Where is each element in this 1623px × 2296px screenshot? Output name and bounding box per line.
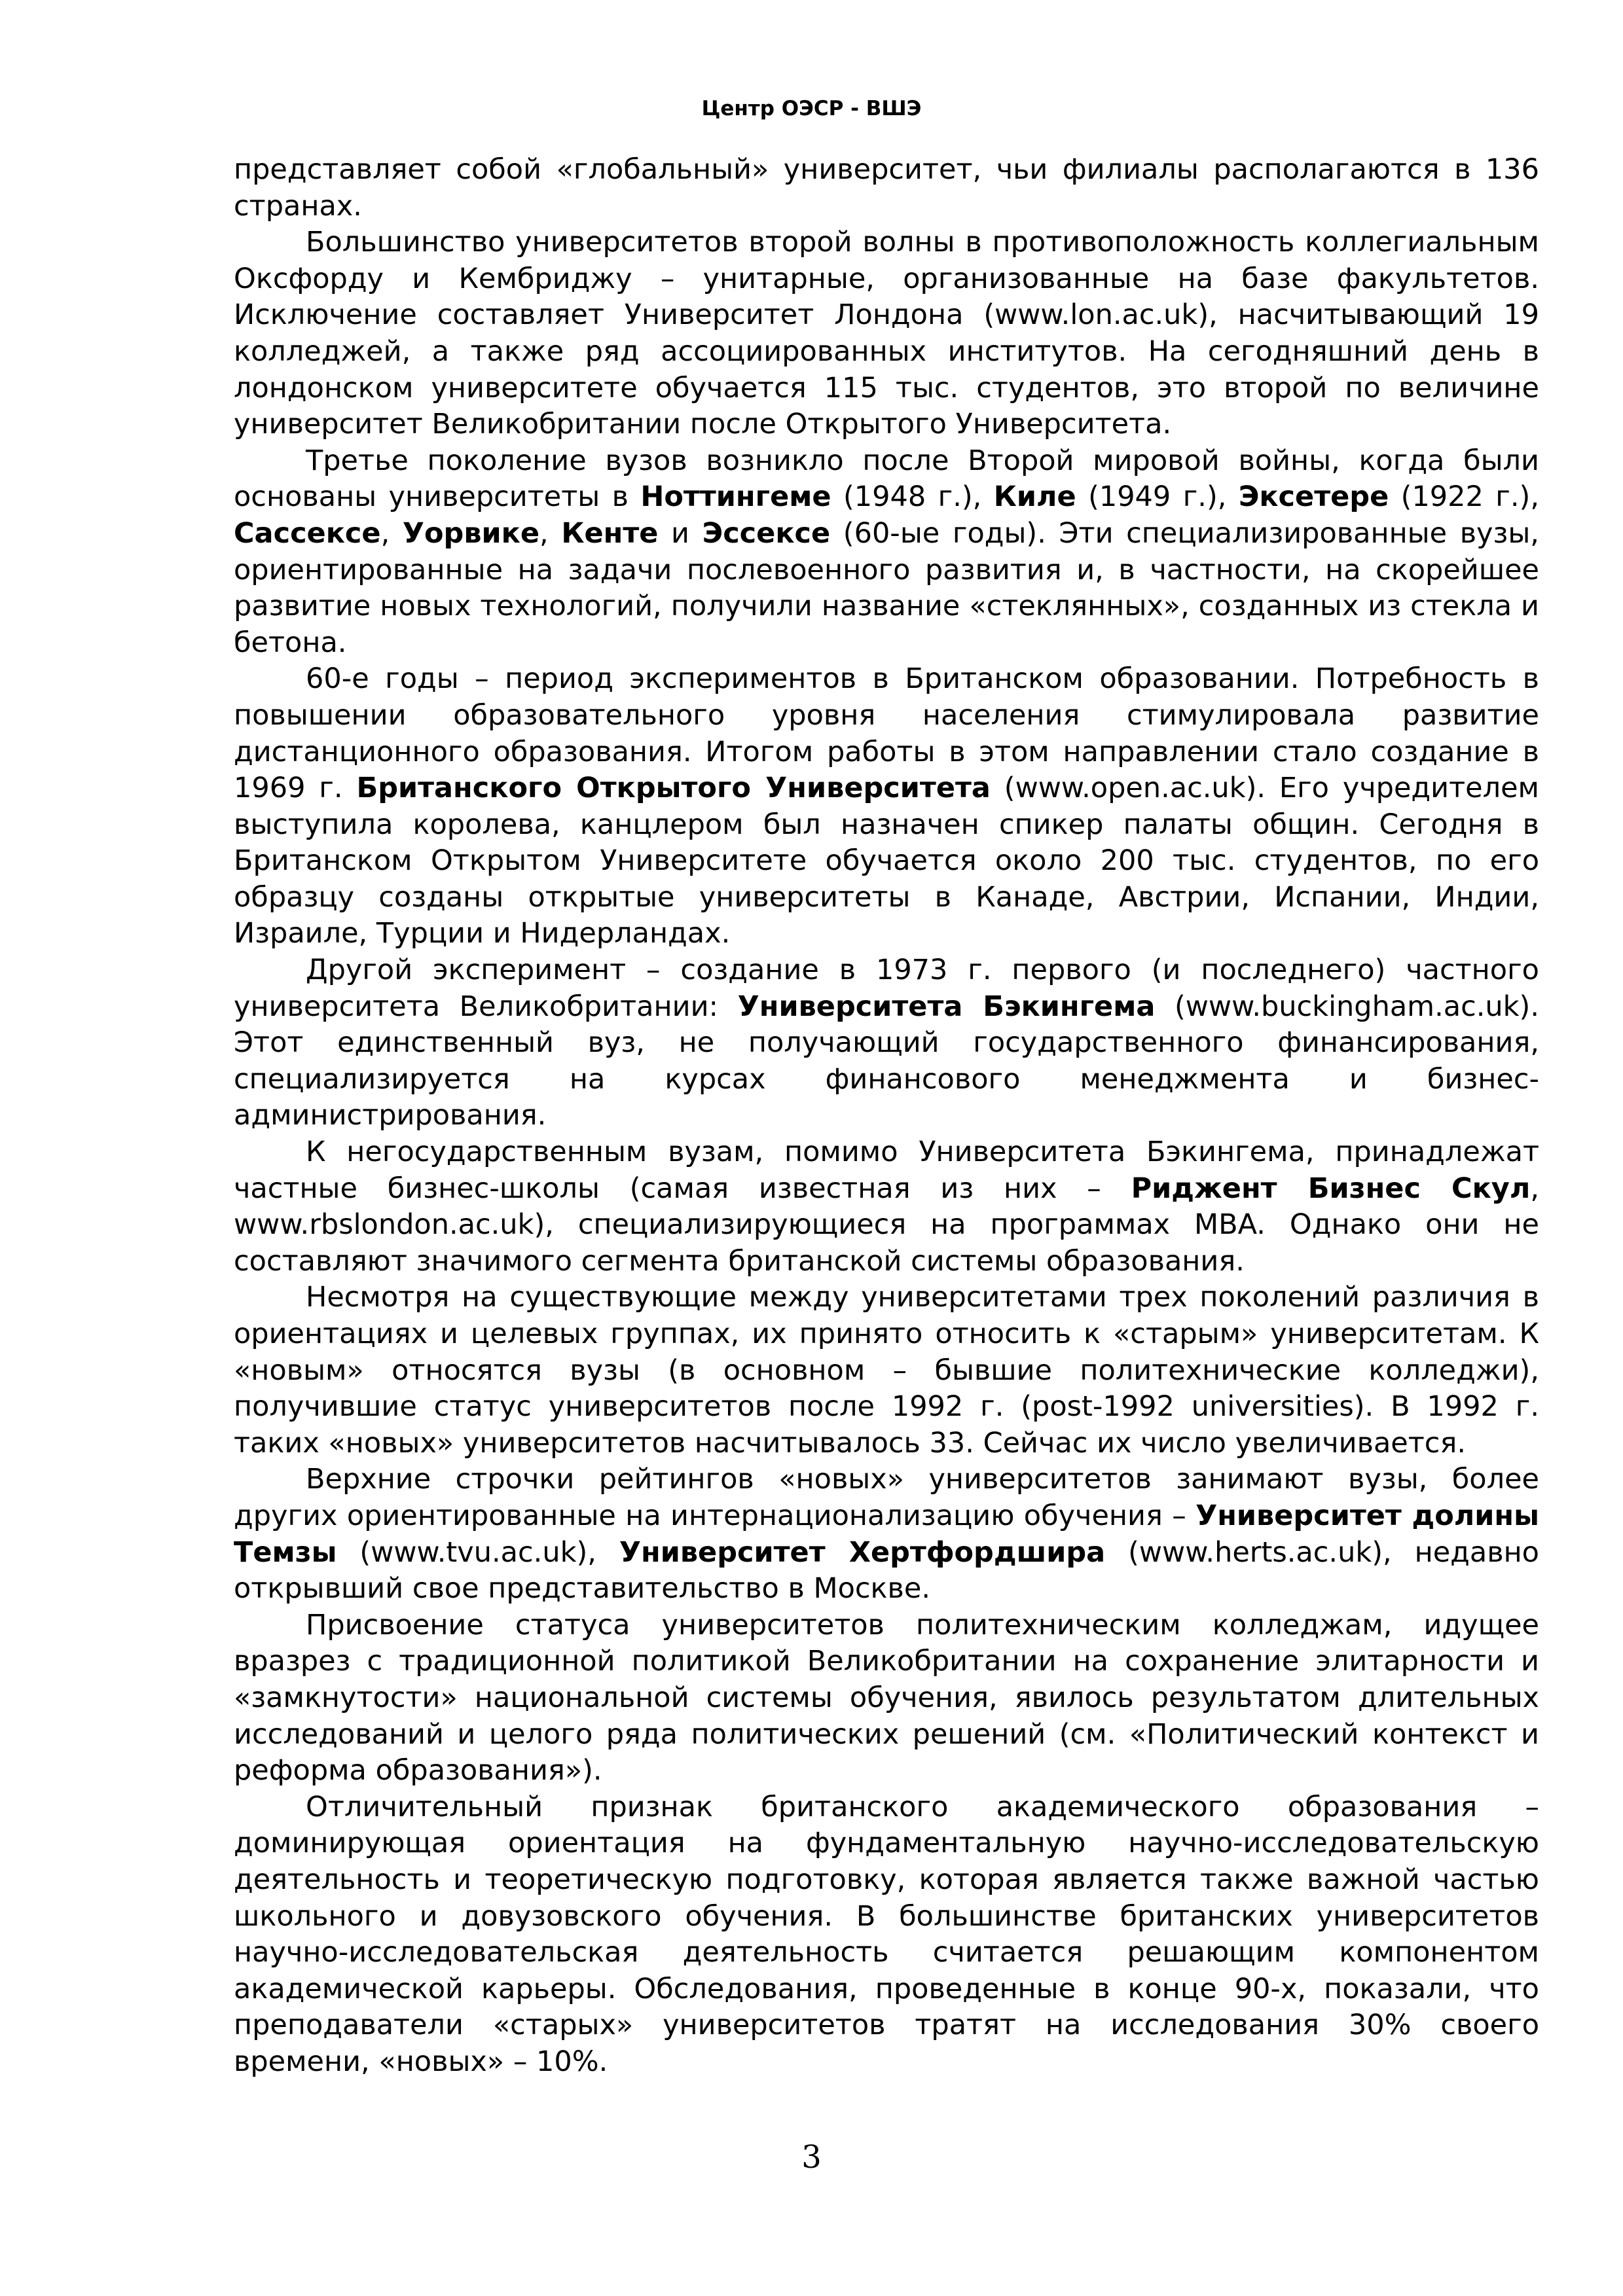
- text-run: ,: [539, 516, 562, 550]
- text-run: (1922 г.),: [1389, 480, 1539, 514]
- text-run: , www.rbslondon.ac.uk), специализирующиеся на программах MBA. Однако они не составляют значимого сегмента британской системы образования.: [234, 1172, 1539, 1278]
- bold-term: Университет долины Темзы: [234, 1499, 1539, 1569]
- bold-term: Эссексе: [702, 516, 831, 550]
- text-run: (www.tvu.ac.uk),: [337, 1535, 619, 1569]
- bold-term: Уорвике: [402, 516, 540, 550]
- text-run: Присвоение статуса университетов политехническим колледжам, идущее вразрез с традиционной политикой Великобритании на сохранение элитарности и «замкнутости» национальной системы обучения, явилось результатом длительных исследований и целого ряда политических решений (см. «Политический контекст и реформа образования»).: [234, 1608, 1539, 1787]
- text-run: Несмотря на существующие между университетами трех поколений различия в ориентациях и целевых группах, их принято относить к «старым» университетам. К «новым» относятся вузы (в основном – бывшие политехнические колледжи), получившие статус университетов после 1992 г. (post-1992 universities). В 1992 г. таких «новых» университетов насчитывалось 33. Сейчас их число увеличивается.: [234, 1281, 1539, 1460]
- running-header: Центр ОЭСР - ВШЭ: [701, 97, 922, 120]
- text-run: (60-ые годы). Эти специализированные вузы, ориентированные на задачи послевоенного развития и, в частности, на скорейшее развитие новых технологий, получили название «стеклянных», созданных из стекла и бетона.: [234, 516, 1539, 659]
- bold-term: Риджент Бизнес Скул: [1131, 1172, 1531, 1205]
- paragraph-global-university: [234, 152, 1539, 224]
- body-text: [234, 152, 1539, 2080]
- text-run: (1949 г.),: [1076, 480, 1239, 514]
- text-run: представляет собой «глобальный» университет, чьи филиалы располагаются в 136 странах.: [234, 153, 1539, 223]
- text-run: Большинство университетов второй волны в противоположность коллегиальным Оксфорду и Кембриджу – унитарные, организованные на базе факультетов. Исключение составляет Университет Лондона (www.lon.ac.uk), насчитывающий 19 колледжей, а также ряд ассоциированных институтов. На сегодняшний день в лондонском университете обучается 115 тыс. студентов, это второй по величине университет Великобритании после Открытого Университета.: [234, 226, 1539, 441]
- text-run: Третье поколение вузов возникло после Второй мировой войны, когда были основаны университеты в: [234, 444, 1539, 514]
- bold-term: Ноттингеме: [640, 480, 831, 514]
- text-run: Верхние строчки рейтингов «новых» университетов занимают вузы, более других ориентированные на интернационализацию обучения –: [234, 1463, 1539, 1532]
- bold-term: Университета Бэкингема: [737, 990, 1156, 1023]
- text-run: Другой эксперимент – создание в 1973 г. первого (и последнего) частного университета Великобритании:: [234, 954, 1539, 1023]
- paragraph-rankings: [234, 1462, 1539, 1607]
- bold-term: Киле: [993, 480, 1076, 514]
- paragraph-sixties-experiments: [234, 661, 1539, 952]
- page-number: 3: [801, 2139, 822, 2176]
- paragraph-business-schools: [234, 1134, 1539, 1280]
- text-run: (www.buckingham.ac.uk). Этот единственный вуз, не получающий государственного финансирования, специализируется на курсах финансового менеджмента и бизнес-администрирования.: [234, 990, 1539, 1132]
- text-run: и: [658, 516, 702, 550]
- text-run: К негосударственным вузам, помимо Университета Бэкингема, принадлежат частные бизнес-школы (самая известная из них –: [234, 1136, 1539, 1205]
- text-run: 60-е годы – период экспериментов в Британском образовании. Потребность в повышении образовательного уровня населения стимулировала развитие дистанционного образования. Итогом работы в этом направлении стало создание в 1969 г.: [234, 662, 1539, 805]
- text-run: (www.open.ac.uk). Его учредителем выступила королева, канцлером был назначен спикер палаты общин. Сегодня в Британском Открытом Университете обучается около 200 тыс. студентов, по его образцу созданы открытые университеты в Канаде, Австрии, Испании, Индии, Израиле, Турции и Нидерландах.: [234, 772, 1539, 950]
- paragraph-buckingham: [234, 952, 1539, 1134]
- text-run: (1948 г.),: [831, 480, 994, 514]
- bold-term: Сассексе: [234, 516, 381, 550]
- bold-term: Эксетере: [1238, 480, 1389, 514]
- paragraph-old-new-universities: [234, 1280, 1539, 1462]
- paragraph-second-wave: [234, 224, 1539, 443]
- bold-term: Университет Хертфордшира: [619, 1535, 1106, 1569]
- paragraph-third-generation: [234, 443, 1539, 662]
- paragraph-research-orientation: [234, 1789, 1539, 2081]
- text-run: ,: [380, 516, 403, 550]
- bold-term: Британского Открытого Университета: [356, 772, 991, 805]
- paragraph-polytechnic-status: [234, 1607, 1539, 1789]
- text-run: Отличительный признак британского академического образования – доминирующая ориентация на фундаментальную научно-исследовательскую деятельность и теоретическую подготовку, которая является также важной частью школьного и довузовского обучения. В большинстве британских университетов научно-исследовательская деятельность считается решающим компонентом академической карьеры. Обследования, проведенные в конце 90-х, показали, что преподаватели «старых» университетов тратят на исследования 30% своего времени, «новых» – 10%.: [234, 1790, 1539, 2078]
- text-run: (www.herts.ac.uk), недавно открывший свое представительство в Москве.: [234, 1535, 1539, 1605]
- bold-term: Кенте: [561, 516, 659, 550]
